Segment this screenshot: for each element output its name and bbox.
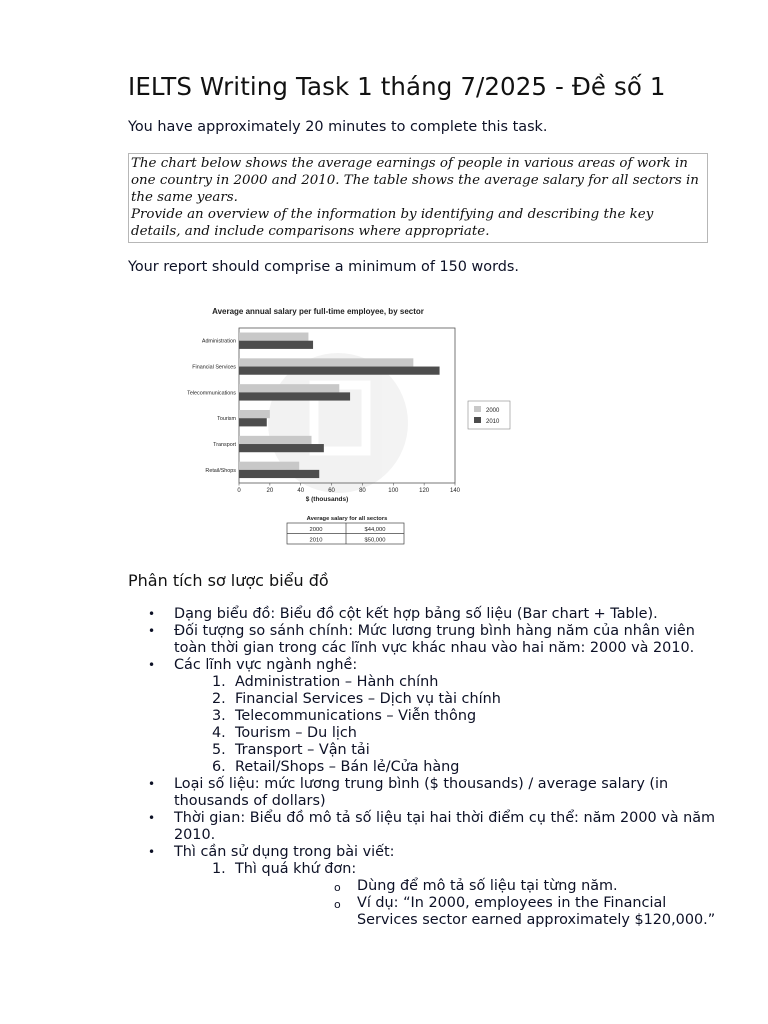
- x-tick-label: 0: [237, 488, 241, 494]
- legend-label-2000: 2000: [486, 408, 500, 414]
- tense-example-item: o Ví dụ: “In 2000, employees in the Financial Services sector earned approximately $120,000.”: [235, 895, 718, 929]
- legend-swatch-2010: [474, 417, 481, 423]
- tense-detail-item: o Dùng để mô tả số liệu tại từng năm.: [235, 878, 718, 895]
- chart-type-item: Dạng biểu đồ: Biểu đồ cột kết hợp bảng số liệu (Bar chart + Table).: [174, 606, 658, 622]
- table-salary-2000: $44,000: [364, 527, 386, 533]
- category-label: Transport: [213, 442, 236, 449]
- bar-2010: [239, 444, 324, 452]
- list-item: [128, 606, 718, 623]
- sector-item: 4. Tourism – Du lịch: [212, 725, 357, 741]
- bar-2010: [239, 392, 350, 400]
- x-tick-label: 140: [449, 488, 461, 494]
- sector-item: 6. Retail/Shops – Bán lẻ/Cửa hàng: [212, 759, 460, 775]
- bar-2010: [239, 367, 440, 375]
- bar-2000: [239, 358, 413, 366]
- list-item: [128, 844, 718, 929]
- task-instruction: Provide an overview of the information by identifying and describing the key details, and include comparisons where appropriate.: [131, 207, 654, 239]
- tense-sub-item: 1. Thì quá khứ đơn: o Dùng để mô tả số liệu tại từng năm. o Ví dụ: “In 2000, employees in the Financial Services sector earned approximately $120,000.”: [174, 861, 718, 929]
- legend-label-2010: 2010: [486, 419, 500, 425]
- task-description: The chart below shows the average earnings of people in various areas of work in one country in 2000 and 2010. The table shows the average salary for all sectors in the same years.: [131, 156, 699, 205]
- analysis-list: [128, 606, 718, 929]
- bar-2000: [239, 333, 308, 341]
- chart-figure: [176, 293, 536, 551]
- bar-2000: [239, 462, 299, 470]
- x-tick-label: 100: [388, 488, 399, 494]
- table-salary-2010: $50,000: [364, 537, 386, 544]
- legend-swatch-2000: [474, 406, 481, 412]
- x-tick-label: 20: [266, 488, 274, 494]
- bar-chart: [176, 293, 536, 551]
- list-item: [128, 810, 718, 844]
- page-title: IELTS Writing Task 1 tháng 7/2025 - Đề số 1: [128, 72, 666, 101]
- task-prompt-box: [128, 153, 708, 243]
- x-tick-label: 120: [419, 488, 430, 494]
- chart-legend: [468, 401, 510, 429]
- category-label: Retail/Shops: [205, 467, 236, 474]
- bar-2010: [239, 418, 267, 426]
- sectors-item: Các lĩnh vực ngành nghề:: [174, 657, 358, 673]
- time-instruction: You have approximately 20 minutes to complete this task.: [128, 119, 548, 135]
- list-item: [128, 657, 718, 776]
- x-tick-label: 60: [328, 488, 335, 494]
- comparison-subject-item: Đối tượng so sánh chính: Mức lương trung bình hàng năm của nhân viên toàn thời gian trong các lĩnh vực khác nhau vào hai năm: 2000 và 2010.: [174, 623, 695, 656]
- category-label: Tourism: [217, 416, 236, 423]
- data-type-item: Loại số liệu: mức lương trung bình ($ thousands) / average salary (in thousands of dollars): [174, 776, 669, 809]
- category-label: Administration: [201, 338, 236, 345]
- x-tick-label: 80: [359, 488, 366, 494]
- sector-item: 3. Telecommunications – Viễn thông: [212, 708, 477, 724]
- chart-title: Average annual salary per full-time employee, by sector: [212, 307, 424, 316]
- category-label: Financial Services: [192, 364, 236, 371]
- table-year-2000: 2000: [309, 527, 323, 533]
- bar-2010: [239, 470, 319, 478]
- table-title: Average salary for all sectors: [306, 516, 388, 522]
- sector-item: 2. Financial Services – Dịch vụ tài chính: [212, 691, 501, 707]
- x-axis-label: $ (thousands): [305, 496, 349, 503]
- table-year-2010: 2010: [309, 537, 323, 544]
- bar-2010: [239, 341, 313, 349]
- word-requirement: Your report should comprise a minimum of 150 words.: [128, 259, 519, 275]
- sector-item: 5. Transport – Vận tải: [212, 742, 370, 758]
- list-item: [128, 623, 718, 657]
- analysis-heading: Phân tích sơ lược biểu đồ: [128, 571, 329, 590]
- list-item: [128, 776, 718, 810]
- tense-item: Thì cần sử dụng trong bài viết:: [174, 844, 395, 860]
- x-tick-label: 40: [297, 488, 305, 494]
- sector-item: 1. Administration – Hành chính: [212, 674, 439, 690]
- bar-2000: [239, 384, 339, 392]
- time-item: Thời gian: Biểu đồ mô tả số liệu tại hai thời điểm cụ thể: năm 2000 và năm 2010.: [174, 810, 716, 843]
- category-label: Telecommunications: [187, 390, 236, 397]
- bar-2000: [239, 410, 270, 418]
- bar-2000: [239, 436, 312, 444]
